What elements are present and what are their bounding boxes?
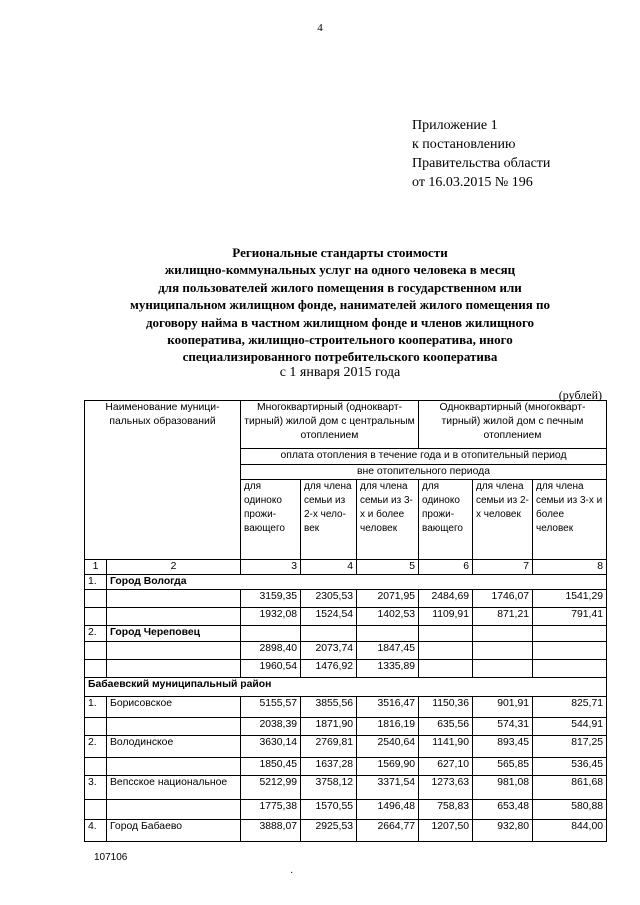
municipality-name: Город Вологда	[107, 575, 607, 590]
table-row	[85, 776, 607, 800]
header-heating-in-year: оплата отопления в течение года и в отопительный период	[241, 449, 607, 465]
value-cell: 5155,57	[241, 697, 301, 718]
row-index: 1.	[85, 697, 107, 718]
value-cell: 1775,38	[241, 800, 301, 820]
table-row	[85, 608, 607, 626]
value-cell: 2038,39	[241, 718, 301, 736]
col-number: 6	[419, 560, 473, 575]
col-number: 3	[241, 560, 301, 575]
table-row	[85, 697, 607, 718]
value-cell: 627,10	[419, 758, 473, 776]
municipality-name: Володинское	[107, 736, 241, 758]
col-single: для одиноко прожи-вающего	[419, 480, 473, 560]
value-cell: 1496,48	[357, 800, 419, 820]
col-three: для члена семьи из 3-х и более человек	[357, 480, 419, 560]
value-cell: 1273,63	[419, 776, 473, 800]
value-cell: 580,88	[533, 800, 607, 820]
district-name: Бабаевский муниципальный район	[85, 678, 607, 697]
value-cell: 3855,56	[301, 697, 357, 718]
value-cell: 791,41	[533, 608, 607, 626]
row-index: 4.	[85, 820, 107, 842]
value-cell: 844,00	[533, 820, 607, 842]
value-cell: 1850,45	[241, 758, 301, 776]
row-index: 1.	[85, 575, 107, 590]
col-single: для одиноко прожи-вающего	[241, 480, 301, 560]
value-cell: 1871,90	[301, 718, 357, 736]
value-cell: 635,56	[419, 718, 473, 736]
value-cell: 825,71	[533, 697, 607, 718]
title-line: для пользователей жилого помещения в государственном или	[158, 279, 522, 295]
value-cell: 3516,47	[357, 697, 419, 718]
name-header: Наименование муници-пальных образований	[85, 401, 241, 560]
value-cell: 1932,08	[241, 608, 301, 626]
municipality-name: Борисовское	[107, 697, 241, 718]
value-cell: 901,91	[473, 697, 533, 718]
value-cell: 2898,40	[241, 642, 301, 660]
table-row	[85, 718, 607, 736]
value-cell: 3371,54	[357, 776, 419, 800]
value-cell: 565,85	[473, 758, 533, 776]
table-row	[85, 736, 607, 758]
value-cell: 1637,28	[301, 758, 357, 776]
currency-unit: (рублей)	[558, 388, 602, 402]
value-cell: 1541,29	[533, 590, 607, 608]
value-cell: 1207,50	[419, 820, 473, 842]
effective-date: с 1 января 2015 года	[279, 365, 401, 380]
value-cell: 1569,90	[357, 758, 419, 776]
value-cell: 981,08	[473, 776, 533, 800]
value-cell: 3630,14	[241, 736, 301, 758]
table-row	[85, 820, 607, 842]
value-cell: 544,91	[533, 718, 607, 736]
appendix-line: Приложение 1	[412, 118, 498, 133]
value-cell: 817,25	[533, 736, 607, 758]
title-line: кооператива, жилищно-строительного кооператива, иного	[167, 332, 513, 348]
value-cell: 758,83	[419, 800, 473, 820]
value-cell: 1141,90	[419, 736, 473, 758]
row-index: 2.	[85, 626, 107, 642]
value-cell: 2305,53	[301, 590, 357, 608]
col-three: для члена семьи из 3-х и более человек	[533, 480, 607, 560]
appendix-line: к постановлению	[412, 137, 516, 152]
document-code: 107106	[94, 852, 128, 863]
value-cell: 1570,55	[301, 800, 357, 820]
col-number: 5	[357, 560, 419, 575]
col-two: для члена семьи из 2-х чело-век	[301, 480, 357, 560]
value-cell: 3888,07	[241, 820, 301, 842]
value-cell: 1960,54	[241, 660, 301, 678]
title-line: жилищно-коммунальных услуг на одного человека в месяц	[164, 262, 516, 278]
value-cell: 871,21	[473, 608, 533, 626]
header-stove-heating: Одноквартирный (многокварт-тирный) жилой дом с печным отоплением	[419, 401, 607, 449]
value-cell: 1150,36	[419, 697, 473, 718]
value-cell: 3758,12	[301, 776, 357, 800]
title-line: муниципальном жилищном фонде, нанимателей жилого помещения по	[129, 297, 551, 313]
appendix-line: от 16.03.2015 № 196	[412, 175, 533, 190]
value-cell: 893,45	[473, 736, 533, 758]
value-cell: 3159,35	[241, 590, 301, 608]
table-row	[85, 678, 607, 697]
value-cell: 1816,19	[357, 718, 419, 736]
col-number: 7	[473, 560, 533, 575]
col-two: для члена семьи из 2-х человек	[473, 480, 533, 560]
title-line: Региональные стандарты стоимости	[232, 245, 448, 260]
value-cell: 1746,07	[473, 590, 533, 608]
title-line: договору найма в частном жилищном фонде и членов жилищного	[145, 314, 535, 330]
table-row	[85, 575, 607, 590]
value-cell: 1109,91	[419, 608, 473, 626]
value-cell: 536,45	[533, 758, 607, 776]
value-cell: 1524,54	[301, 608, 357, 626]
table-row	[85, 642, 607, 660]
table-row	[85, 800, 607, 820]
value-cell: 2664,77	[357, 820, 419, 842]
header-central-heating: Многоквартирный (однокварт-тирный) жилой дом с центральным отоплением	[241, 401, 419, 449]
col-number: 4	[301, 560, 357, 575]
appendix-reference	[412, 116, 550, 192]
value-cell: 653,48	[473, 800, 533, 820]
page-number: 4	[317, 22, 323, 34]
value-cell: 2925,53	[301, 820, 357, 842]
value-cell: 2484,69	[419, 590, 473, 608]
municipality-name: Город Череповец	[107, 626, 241, 642]
header-heating-outside: вне отопительного периода	[241, 465, 607, 480]
col-number: 1	[85, 560, 107, 575]
value-cell: 1335,89	[357, 660, 419, 678]
standards-table	[84, 400, 607, 842]
municipality-name: Город Бабаево	[107, 820, 241, 842]
col-number: 2	[107, 560, 241, 575]
value-cell: 2540,64	[357, 736, 419, 758]
municipality-name: Вепсское национальное	[107, 776, 241, 800]
table-row	[85, 590, 607, 608]
row-index: 2.	[85, 736, 107, 758]
value-cell: 1402,53	[357, 608, 419, 626]
appendix-line: Правительства области	[412, 156, 551, 171]
table-row	[85, 626, 607, 642]
value-cell: 2769,81	[301, 736, 357, 758]
row-index: 3.	[85, 776, 107, 800]
document-title	[80, 244, 600, 366]
value-cell: 1476,92	[301, 660, 357, 678]
value-cell: 574,31	[473, 718, 533, 736]
footer-mark: ·	[290, 868, 294, 879]
table-row	[85, 660, 607, 678]
value-cell: 5212,99	[241, 776, 301, 800]
title-line: специализированного потребительского кооператива	[182, 349, 498, 365]
value-cell: 2071,95	[357, 590, 419, 608]
col-number: 8	[533, 560, 607, 575]
value-cell: 861,68	[533, 776, 607, 800]
value-cell: 1847,45	[357, 642, 419, 660]
table-row	[85, 758, 607, 776]
value-cell: 932,80	[473, 820, 533, 842]
value-cell: 2073,74	[301, 642, 357, 660]
